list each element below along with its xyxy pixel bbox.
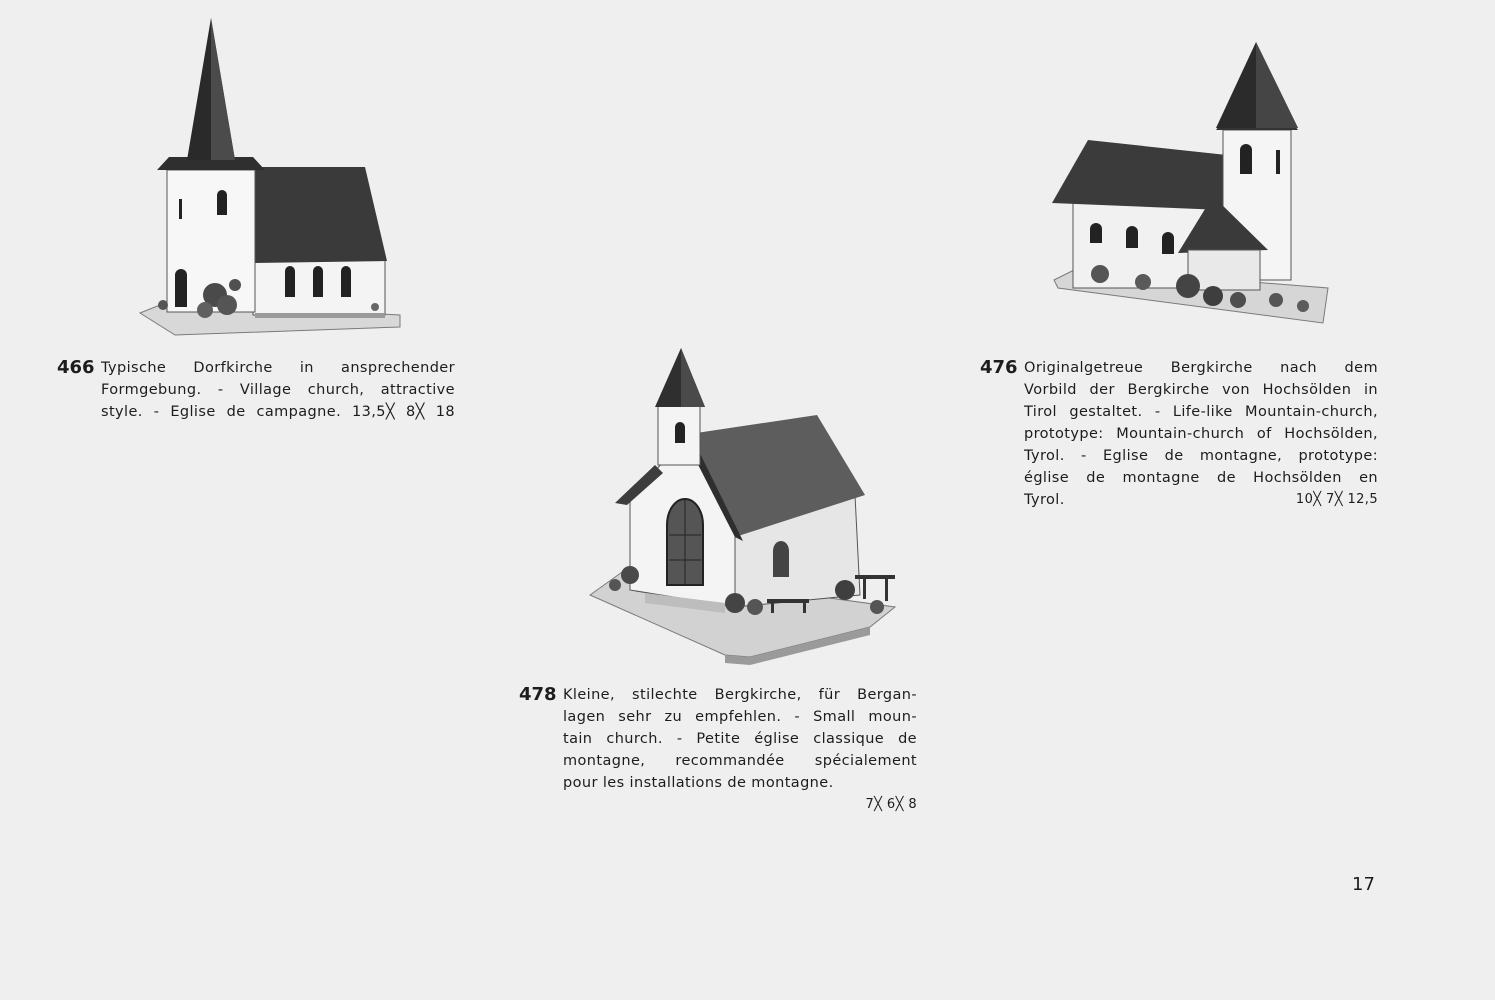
caption-line: lagen sehr zu empfehlen. - Small moun- (563, 709, 917, 725)
church-476-icon (1048, 38, 1333, 328)
caption-line: tain church. - Petite église classique de (563, 731, 917, 747)
caption-466 (57, 357, 455, 423)
caption-line: église de montagne de Hochsölden en (1024, 470, 1378, 486)
caption-line: Kleine, stilechte Bergkirche, für Bergan- (563, 687, 917, 703)
caption-line: pour les installations de montagne. (563, 775, 834, 791)
caption-line: Vorbild der Bergkirche von Hochsölden in (1024, 382, 1378, 398)
caption-line: Formgebung. - Village church, attractive (101, 382, 455, 398)
page-number: 17 (1352, 874, 1375, 895)
caption-line: prototype: Mountain-church of Hochsölden, (1024, 426, 1378, 442)
caption-478 (519, 684, 917, 816)
caption-text: Tyrol. (1024, 492, 1065, 508)
dimensions: 7╳ 6╳ 8 (865, 797, 917, 812)
caption-line (1024, 489, 1378, 511)
caption-line: montagne, recommandée spécialement (563, 753, 917, 769)
church-466-icon (135, 15, 410, 340)
caption-line: Tirol gestaltet. - Life-like Mountain-church, (1024, 404, 1378, 420)
caption-line: style. - Eglise de campagne. 13,5╳ 8╳ 18 (101, 404, 455, 420)
church-478-icon (585, 345, 905, 665)
item-number: 478 (519, 684, 557, 705)
dimensions: 10╳ 7╳ 12,5 (1295, 492, 1378, 507)
caption-476 (980, 357, 1378, 511)
caption-line: Typische Dorfkirche in ansprechender (101, 360, 455, 376)
caption-line: Tyrol. - Eglise de montagne, prototype: (1024, 448, 1378, 464)
caption-line: Originalgetreue Bergkirche nach dem (1024, 360, 1378, 376)
item-number: 476 (980, 357, 1018, 378)
item-number: 466 (57, 357, 95, 378)
